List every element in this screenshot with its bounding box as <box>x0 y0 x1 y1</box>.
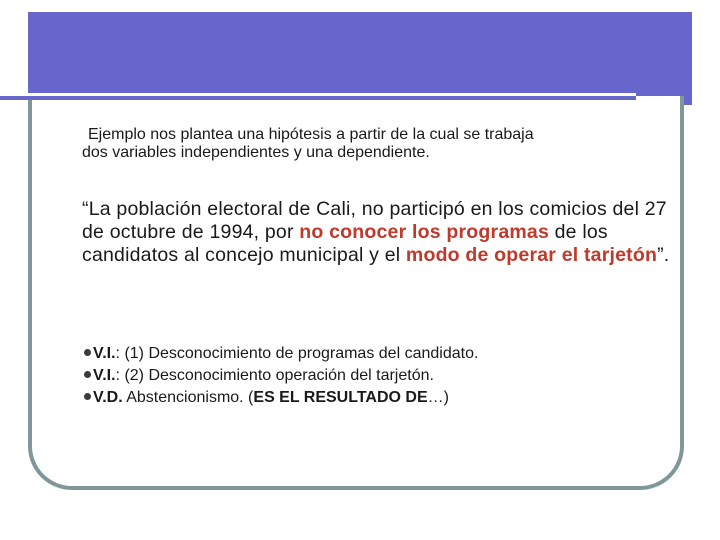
quote-part-3: ”. <box>657 244 670 266</box>
slide-title <box>88 42 648 82</box>
variable-emphasis: ES EL RESULTADO DE <box>253 389 428 406</box>
intro-paragraph <box>82 126 662 162</box>
intro-line-2: dos variables independientes y una dependiente. <box>82 144 430 161</box>
quote-part-1: “La población electoral de Cali, no participó en los comicios del 27 de octubre de 1994, por <box>82 198 667 243</box>
list-item <box>84 387 684 409</box>
variable-tail: …) <box>427 389 449 406</box>
variable-text: : (1) Desconocimiento de programas del candidato. <box>115 345 479 362</box>
variable-text: : (2) Desconocimiento operación del tarjetón. <box>115 367 434 384</box>
quote-highlight-1: no conocer los programas <box>299 221 549 243</box>
hypothesis-quote <box>82 198 682 267</box>
list-item <box>84 365 684 387</box>
bullet-icon <box>84 349 91 356</box>
variable-label: V.I. <box>93 367 116 384</box>
quote-part-2: de los candidatos al concejo municipal y el <box>82 221 608 266</box>
header-band <box>28 12 692 93</box>
header-tail <box>684 93 692 105</box>
variables-list <box>84 343 684 409</box>
bullet-icon <box>84 393 91 400</box>
list-item <box>84 343 684 365</box>
bullet-icon <box>84 371 91 378</box>
intro-line-1: Ejemplo nos plantea una hipótesis a partir de la cual se trabaja <box>88 126 534 143</box>
quote-highlight-2: modo de operar el tarjetón <box>405 244 658 266</box>
header-rule <box>0 96 636 100</box>
variable-text: Abstencionismo. ( <box>122 389 254 406</box>
variable-label: V.D. <box>93 389 123 406</box>
variable-label: V.I. <box>93 345 116 362</box>
